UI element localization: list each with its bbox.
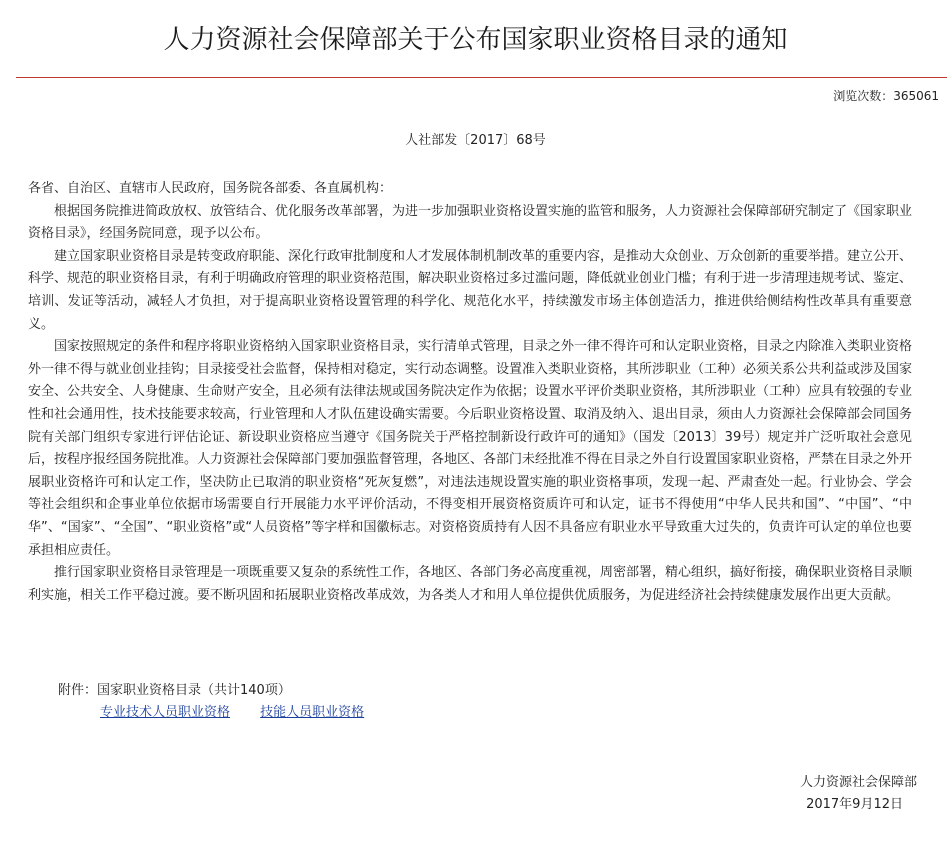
issuer-signature: 人力资源社会保障部 — [799, 775, 917, 790]
paragraph-3: 国家按照规定的条件和程序将职业资格纳入国家职业资格目录，实行清单式管理，目录之外一律不得许可和认定职业资格，目录之内除准入类职业资格外一律不得与就业创业挂钩；目录接受社会监督，保持相对稳定，实行动态调整。设置准入类职业资格，其所涉职业（工种）必须关系公共利益或涉及国家安全、公共安全、人身健康、生命财产安全，且必须有法律法规或国务院决定作为依据；设置水平评价类职业资格，其所涉职业（工种）应具有较强的专业性和社会通用性，技术技能要求较高，行业管理和人才队伍建设确实需要。今后职业资格设置、取消及纳入、退出目录，须由人力资源社会保障部会同国务院有关部门组织专家进行评估论证、新设职业资格应当遵守《国务院关于严格控制新设行政许可的通知》（国发〔2013〕39号）规定并广泛听取社会意见后，按程序报经国务院批准。人力资源社会保障部门要加强监督管理，各地区、各部门未经批准不得在目录之外自行设置国家职业资格，严禁在目录之外开展职业资格许可和认定工作，坚决防止已取消的职业资格“死灰复燃”，对违法违规设置实施的职业资格事项，发现一起、严肃查处一起。行业协会、学会等社会组织和企事业单位依据市场需要自行开展能力水平评价活动，不得变相开展资格资质许可和认定，证书不得使用“中华人民共和国”、“中国”、“中华”、“国家”、“全国”、“职业资格”或“人员资格”等字样和国徽标志。对资格资质持有人因不具备应有职业水平导致重大过失的，负责许可认定的单位也要承担相应责任。 — [28, 339, 913, 558]
issue-date: 2017年9月12日 — [806, 797, 903, 812]
link-skilled-personnel-qualifications[interactable]: 技能人员职业资格 — [260, 705, 365, 720]
document-number: 人社部发〔2017〕68号 — [405, 133, 546, 148]
document-body — [28, 178, 912, 607]
attachment-links — [100, 704, 390, 722]
view-count: 浏览次数：365061 — [833, 89, 939, 103]
paragraph-4: 推行国家职业资格目录管理是一项既重要又复杂的系统性工作，各地区、各部门务必高度重视，周密部署，精心组织，搞好衔接，确保职业资格目录顺利实施，相关工作平稳过渡。要不断巩固和拓展职业资格改革成效，为各类人才和用人单位提供优质服务，为促进经济社会持续健康发展作出更大贡献。 — [28, 565, 913, 603]
title-divider — [16, 77, 947, 78]
link-professional-technical-qualifications[interactable]: 专业技术人员职业资格 — [100, 705, 231, 720]
paragraph-2: 建立国家职业资格目录是转变政府职能、深化行政审批制度和人才发展体制机制改革的重要内容，是推动大众创业、万众创新的重要举措。建立公开、科学、规范的职业资格目录，有利于明确政府管理的职业资格范围，解决职业资格过多过滥问题，降低就业创业门槛；有利于进一步清理违规考试、鉴定、培训、发证等活动，减轻人才负担，对于提高职业资格设置管理的科学化、规范化水平，持续激发市场主体创造活力，推进供给侧结构性改革具有重要意义。 — [28, 248, 913, 332]
attachment-label: 附件：国家职业资格目录（共计140项） — [58, 683, 291, 698]
paragraph-1: 根据国务院推进简政放权、放管结合、优化服务改革部署，为进一步加强职业资格设置实施的监管和服务，人力资源社会保障部研究制定了《国家职业资格目录》，经国务院同意，现予以公布。 — [28, 203, 913, 242]
salutation: 各省、自治区、直辖市人民政府，国务院各部委、各直属机构： — [28, 181, 393, 196]
page-title: 人力资源社会保障部关于公布国家职业资格目录的通知 — [163, 25, 788, 55]
